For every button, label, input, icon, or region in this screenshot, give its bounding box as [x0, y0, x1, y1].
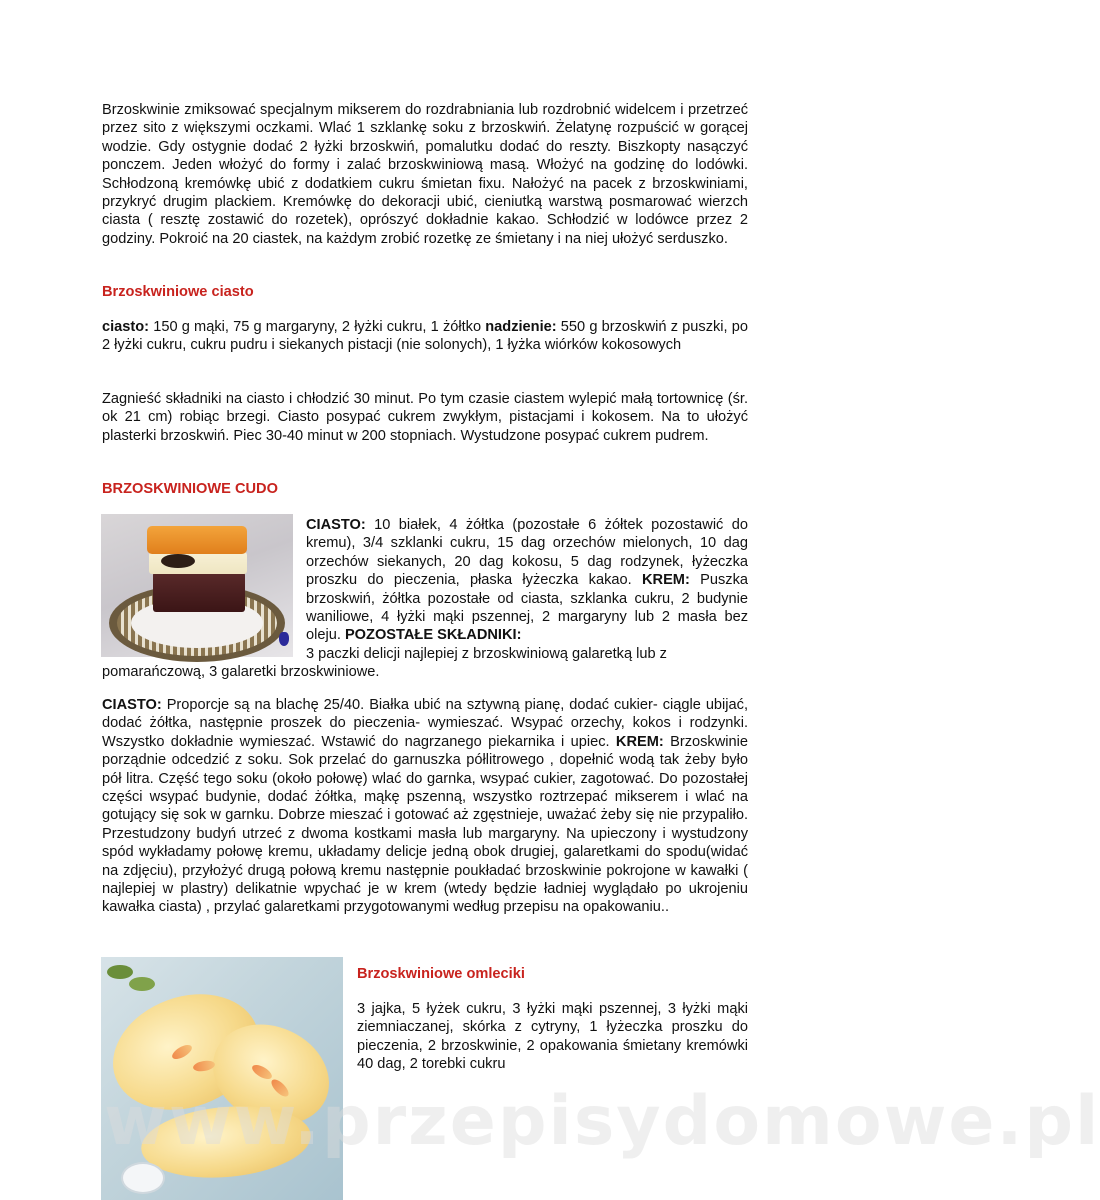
cudo-ciasto-text: 10 białek, 4 żółtka (pozostałe 6 żółtek pozostawić do kremu), 3/4 szklanki cukru, 15 dag orzechów mielonych, 10 dag orzechów siekanych, 20 dag kokosu, 5 dag rodzynek, łyżeczka proszku do pieczenia, płaska łyżeczka kakao.	[306, 517, 748, 589]
intro-paragraph: Brzoskwinie zmiksować specjalnym mikserem do rozdrabniania lub rozdrobnić widelcem i przetrzeć przez sito z większymi oczkami. Wlać 1 szklankę soku z brzoskwiń. Żelatynę rozpuścić w gorącej wodzie. Gdy ostygnie dodać 2 łyżki brzoskwiń, pomalutku dodać do reszty. Biszkopty nasączyć ponczem. Jeden włożyć do formy i zalać brzoskwiniową masą. Włożyć na godzinę do lodówki. Schłodzoną kremówkę ubić z dodatkiem cukru śmietan fixu. Nałożyć na pacek z brzoskwiniami, przykryć drugim plackiem. Kremówkę do dekoracji ubić, cieniutką warstwą posmarować wierzch ciasta ( resztę zostawić do rozetek), oprószyć dokładnie kakao. Schłodzić w lodówce przez 2 godziny. Pokroić na 20 ciastek, na każdym zrobić rozetkę ze śmietany i na niej ułożyć serduszko.	[102, 102, 748, 247]
ciasto-ingredients-text: 150 g mąki, 75 g margaryny, 2 łyżki cukru, 1 żółtko	[149, 319, 486, 335]
cudo-method-krem-label: KREM:	[615, 733, 664, 750]
cudo-krem-text: Puszka brzoskwiń, żółtka pozostałe od ciasta, szklanka cukru, 2 budynie waniliowe, 4 łyżki mąki pszennej, 2 margaryny lub 2 masła bez oleju.	[306, 572, 748, 644]
heading-brzoskwiniowe-omleciki: Brzoskwiniowe omleciki	[357, 966, 525, 982]
ciasto-ingredients	[102, 318, 748, 355]
omelet-photo	[101, 957, 343, 1200]
cudo-method-ciasto-label: CIASTO:	[102, 697, 162, 713]
cudo-method-ciasto-text: Proporcje są na blachę 25/40. Białka ubić na sztywną pianę, dodać cukier- ciągle ubijać, dodać żółtka, następnie proszek do pieczenia- wymieszać. Wsypać orzechy, kokos i rodzynki. Wszystko dokładnie wymieszać. Wstawić do nagrzanego piekarnika i upiec.	[102, 697, 748, 750]
cake-photo	[101, 514, 293, 657]
flower-icon	[279, 632, 289, 646]
cudo-ciasto-label: CIASTO:	[306, 517, 366, 533]
cudo-method	[102, 696, 748, 917]
nadzienie-label: nadzienie:	[485, 319, 557, 335]
cudo-pozostale-text-2: pomarańczową, 3 galaretki brzoskwiniowe.	[102, 664, 380, 680]
cudo-pozostale-label: POZOSTAŁE SKŁADNIKI:	[344, 627, 522, 644]
nadzienie-text: 550 g brzoskwiń z puszki, po 2 łyżki cukru, cukru pudru i siekanych pistacji (nie solonych), 1 łyżka wiórków kokosowych	[102, 319, 748, 354]
cudo-ingredients	[306, 516, 748, 663]
cudo-pozostale-text-1: 3 paczki delicji najlepiej z brzoskwiniową galaretką lub z	[306, 645, 667, 662]
heading-brzoskwiniowe-ciasto: Brzoskwiniowe ciasto	[102, 284, 254, 300]
ciasto-method: Zagnieść składniki na ciasto i chłodzić 30 minut. Po tym czasie ciastem wylepić małą tortownicę (śr. ok 21 cm) robiąc brzegi. Ciasto posypać cukrem zwykłym, pistacjami i kokosem. Na to ułożyć plasterki brzoskwiń. Piec 30-40 minut w 200 stopniach. Wystudzone posypać cukrem pudrem.	[102, 391, 748, 444]
cudo-method-krem-text: Brzoskwinie porządnie odcedzić z soku. Sok przelać do garnuszka półlitrowego , dopełnić wodą tak żeby było pół litra. Część tego soku (około połowę) wlać do garnka, wsypać cukier, zagotować. Do pozostałej części wsypać budynie, dodać żółtka, mąkę pszenną, wszystko roztrzepać mikserem i wlać na gotujący się sok w garnku. Dobrze mieszać i gotować aż zgęstnieje, uważać żeby się nie przypaliło. Przestudzony budyń utrzeć z dwoma kostkami masła lub margaryny. Na upieczony i wystudzony spód wykładamy połowę kremu, układamy delicje jedną obok drugiej, galaretkami do spodu(widać na zdjęciu), przyłożyć drugą połową kremu następnie poukładać brzoskwinie pokrojone w kawałki ( najlepiej w plastry) delikatnie wpychać je w krem (wtedy będzie ładniej wyglądało po ukrojeniu kawałka ciasta) , przylać galaretkami przygotowanymi według przepisu na opakowaniu..	[102, 733, 748, 916]
cudo-krem-label: KREM:	[641, 572, 690, 589]
ciasto-label: ciasto:	[102, 319, 150, 335]
watermark: www.przepisydomowe.pl	[104, 1082, 1100, 1161]
omleciki-ingredients: 3 jajka, 5 łyżek cukru, 3 łyżki mąki pszennej, 3 łyżki mąki ziemniaczanej, skórka z cytryny, 1 łyżeczka proszku do pieczenia, 2 brzoskwinie, 2 opakowania śmietany kremówki 40 dag, 2 torebki cukru	[357, 1001, 748, 1073]
heading-brzoskwiniowe-cudo: BRZOSKWINIOWE CUDO	[102, 481, 278, 497]
